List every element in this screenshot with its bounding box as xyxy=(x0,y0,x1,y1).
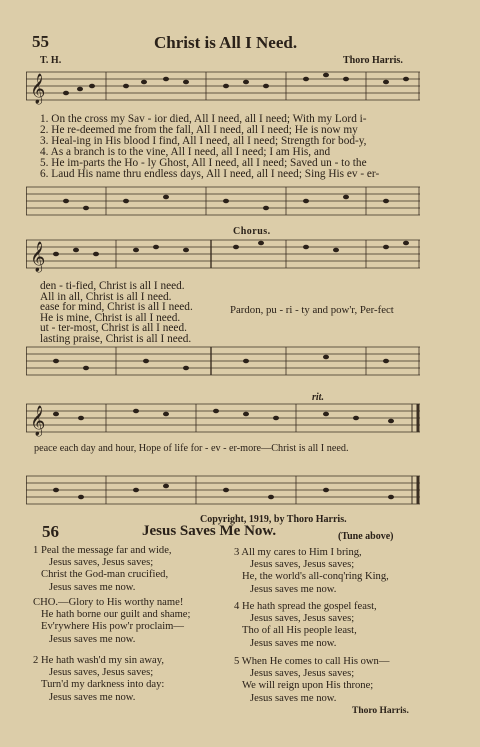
stanza-line: Jesus saves me now. xyxy=(49,581,136,593)
stanza-line: We will reign upon His throne; xyxy=(242,680,374,692)
stanza-line: Christ the God-man crucified, xyxy=(41,569,169,581)
verse-line-3: 3. Heal-ing in His blood I find, All I need, all I need; Strength for bod-y, xyxy=(40,135,367,147)
svg-text:𝄞: 𝄞 xyxy=(30,74,46,104)
verse-line-6: 6. Laud His name thru endless days, All I need, all I need; Sing His ev - er- xyxy=(40,168,380,180)
hymn-number-55: 55 xyxy=(32,32,49,51)
stanza-line: He, the world's all-conq'ring King, xyxy=(242,571,389,583)
verse-line-4: 4. As a branch is to the vine, All I need, all I need; I am His, and xyxy=(40,146,331,158)
author-credit: Thoro Harris. xyxy=(352,706,409,716)
stanza-line: He hath borne our guilt and shame; xyxy=(41,609,191,621)
continuation-line-2: All in all, Christ is all I need. xyxy=(40,290,172,303)
hymn-title-56: Jesus Saves Me Now. xyxy=(142,523,277,539)
continuation-line-6: lasting praise, Christ is all I need. xyxy=(40,332,192,345)
treble-staff-system-3 xyxy=(26,400,420,440)
treble-staff-system-2 xyxy=(26,236,420,276)
stanza-line: Jesus saves, Jesus saves; xyxy=(49,557,154,569)
chorus-line-1: Pardon, pu - ri - ty and pow'r, Per-fect xyxy=(230,304,394,316)
lyricist: T. H. xyxy=(40,55,62,66)
stanza-line: Jesus saves me now. xyxy=(49,633,136,645)
continuation-line-1: den - ti-fied, Christ is all I need. xyxy=(40,280,185,292)
stanza-line: 4 He hath spread the gospel feast, xyxy=(234,601,377,612)
bass-staff-system-3 xyxy=(26,472,420,508)
verse-line-5: 5. He im-parts the Ho - ly Ghost, All I need, all I need; Saved un - to the xyxy=(40,157,367,169)
svg-text:𝄞: 𝄞 xyxy=(30,242,46,272)
bass-staff-system-2 xyxy=(26,343,420,379)
verse-line-1: 1. On the cross my Sav - ior died, All I need, all I need; With my Lord i- xyxy=(40,113,367,125)
copyright-notice: Copyright, 1919, by Thoro Harris. xyxy=(200,514,347,525)
chorus-line-2: peace each day and hour, Hope of life for - ev - er-more—Christ is all I need. xyxy=(34,443,349,454)
stanza-4 xyxy=(234,601,377,650)
stanza-line: Jesus saves, Jesus saves; xyxy=(49,667,154,679)
stanza-line: Jesus saves me now. xyxy=(250,583,337,595)
composer: Thoro Harris. xyxy=(343,55,403,66)
chorus-stanza xyxy=(33,597,190,646)
chorus-label: Chorus. xyxy=(233,226,271,237)
stanza-line: Jesus saves, Jesus saves; xyxy=(250,559,355,571)
stanza-line: Jesus saves, Jesus saves; xyxy=(250,613,355,625)
stanza-line: 2 He hath wash'd my sin away, xyxy=(33,655,164,666)
stanza-2 xyxy=(33,655,164,704)
bass-staff-system-1 xyxy=(26,183,420,219)
stanza-line: Turn'd my darkness into day: xyxy=(41,679,165,691)
stanza-line: 3 All my cares to Him I bring, xyxy=(234,547,362,558)
stanza-line: Ev'rywhere His pow'r proclaim— xyxy=(41,621,184,633)
tune-note: (Tune above) xyxy=(338,531,394,542)
stanza-line: Jesus saves me now. xyxy=(250,692,337,704)
continuation-line-3: ease for mind, Christ is all I need. xyxy=(40,301,193,314)
stanza-line: CHO.—Glory to His worthy name! xyxy=(33,597,184,608)
stanza-1 xyxy=(33,545,172,594)
treble-staff-system-1 xyxy=(26,66,420,108)
continuation-line-4: He is mine, Christ is all I need. xyxy=(40,311,181,324)
stanza-line: 5 When He comes to call His own— xyxy=(234,656,390,667)
stanza-line: Jesus saves me now. xyxy=(49,691,136,703)
hymn-number-56: 56 xyxy=(42,522,59,541)
stanza-line: 1 Peal the message far and wide, xyxy=(33,545,172,556)
stanza-line: Jesus saves, Jesus saves; xyxy=(250,668,355,680)
ritardando-mark: rit. xyxy=(312,392,324,403)
stanza-line: Tho of all His people least, xyxy=(242,625,357,637)
verse-line-2: 2. He re-deemed me from the fall, All I need, all I need; He is now my xyxy=(40,124,358,136)
svg-text:𝄞: 𝄞 xyxy=(30,406,46,436)
stanza-3 xyxy=(234,547,389,596)
verse-block xyxy=(40,114,379,180)
stanza-5 xyxy=(234,656,389,705)
stanza-line: Jesus saves me now. xyxy=(250,637,337,649)
continuation-block xyxy=(40,281,193,345)
continuation-line-5: ut - ter-most, Christ is all I need. xyxy=(40,322,187,335)
hymn-title-55: Christ is All I Need. xyxy=(154,33,298,52)
